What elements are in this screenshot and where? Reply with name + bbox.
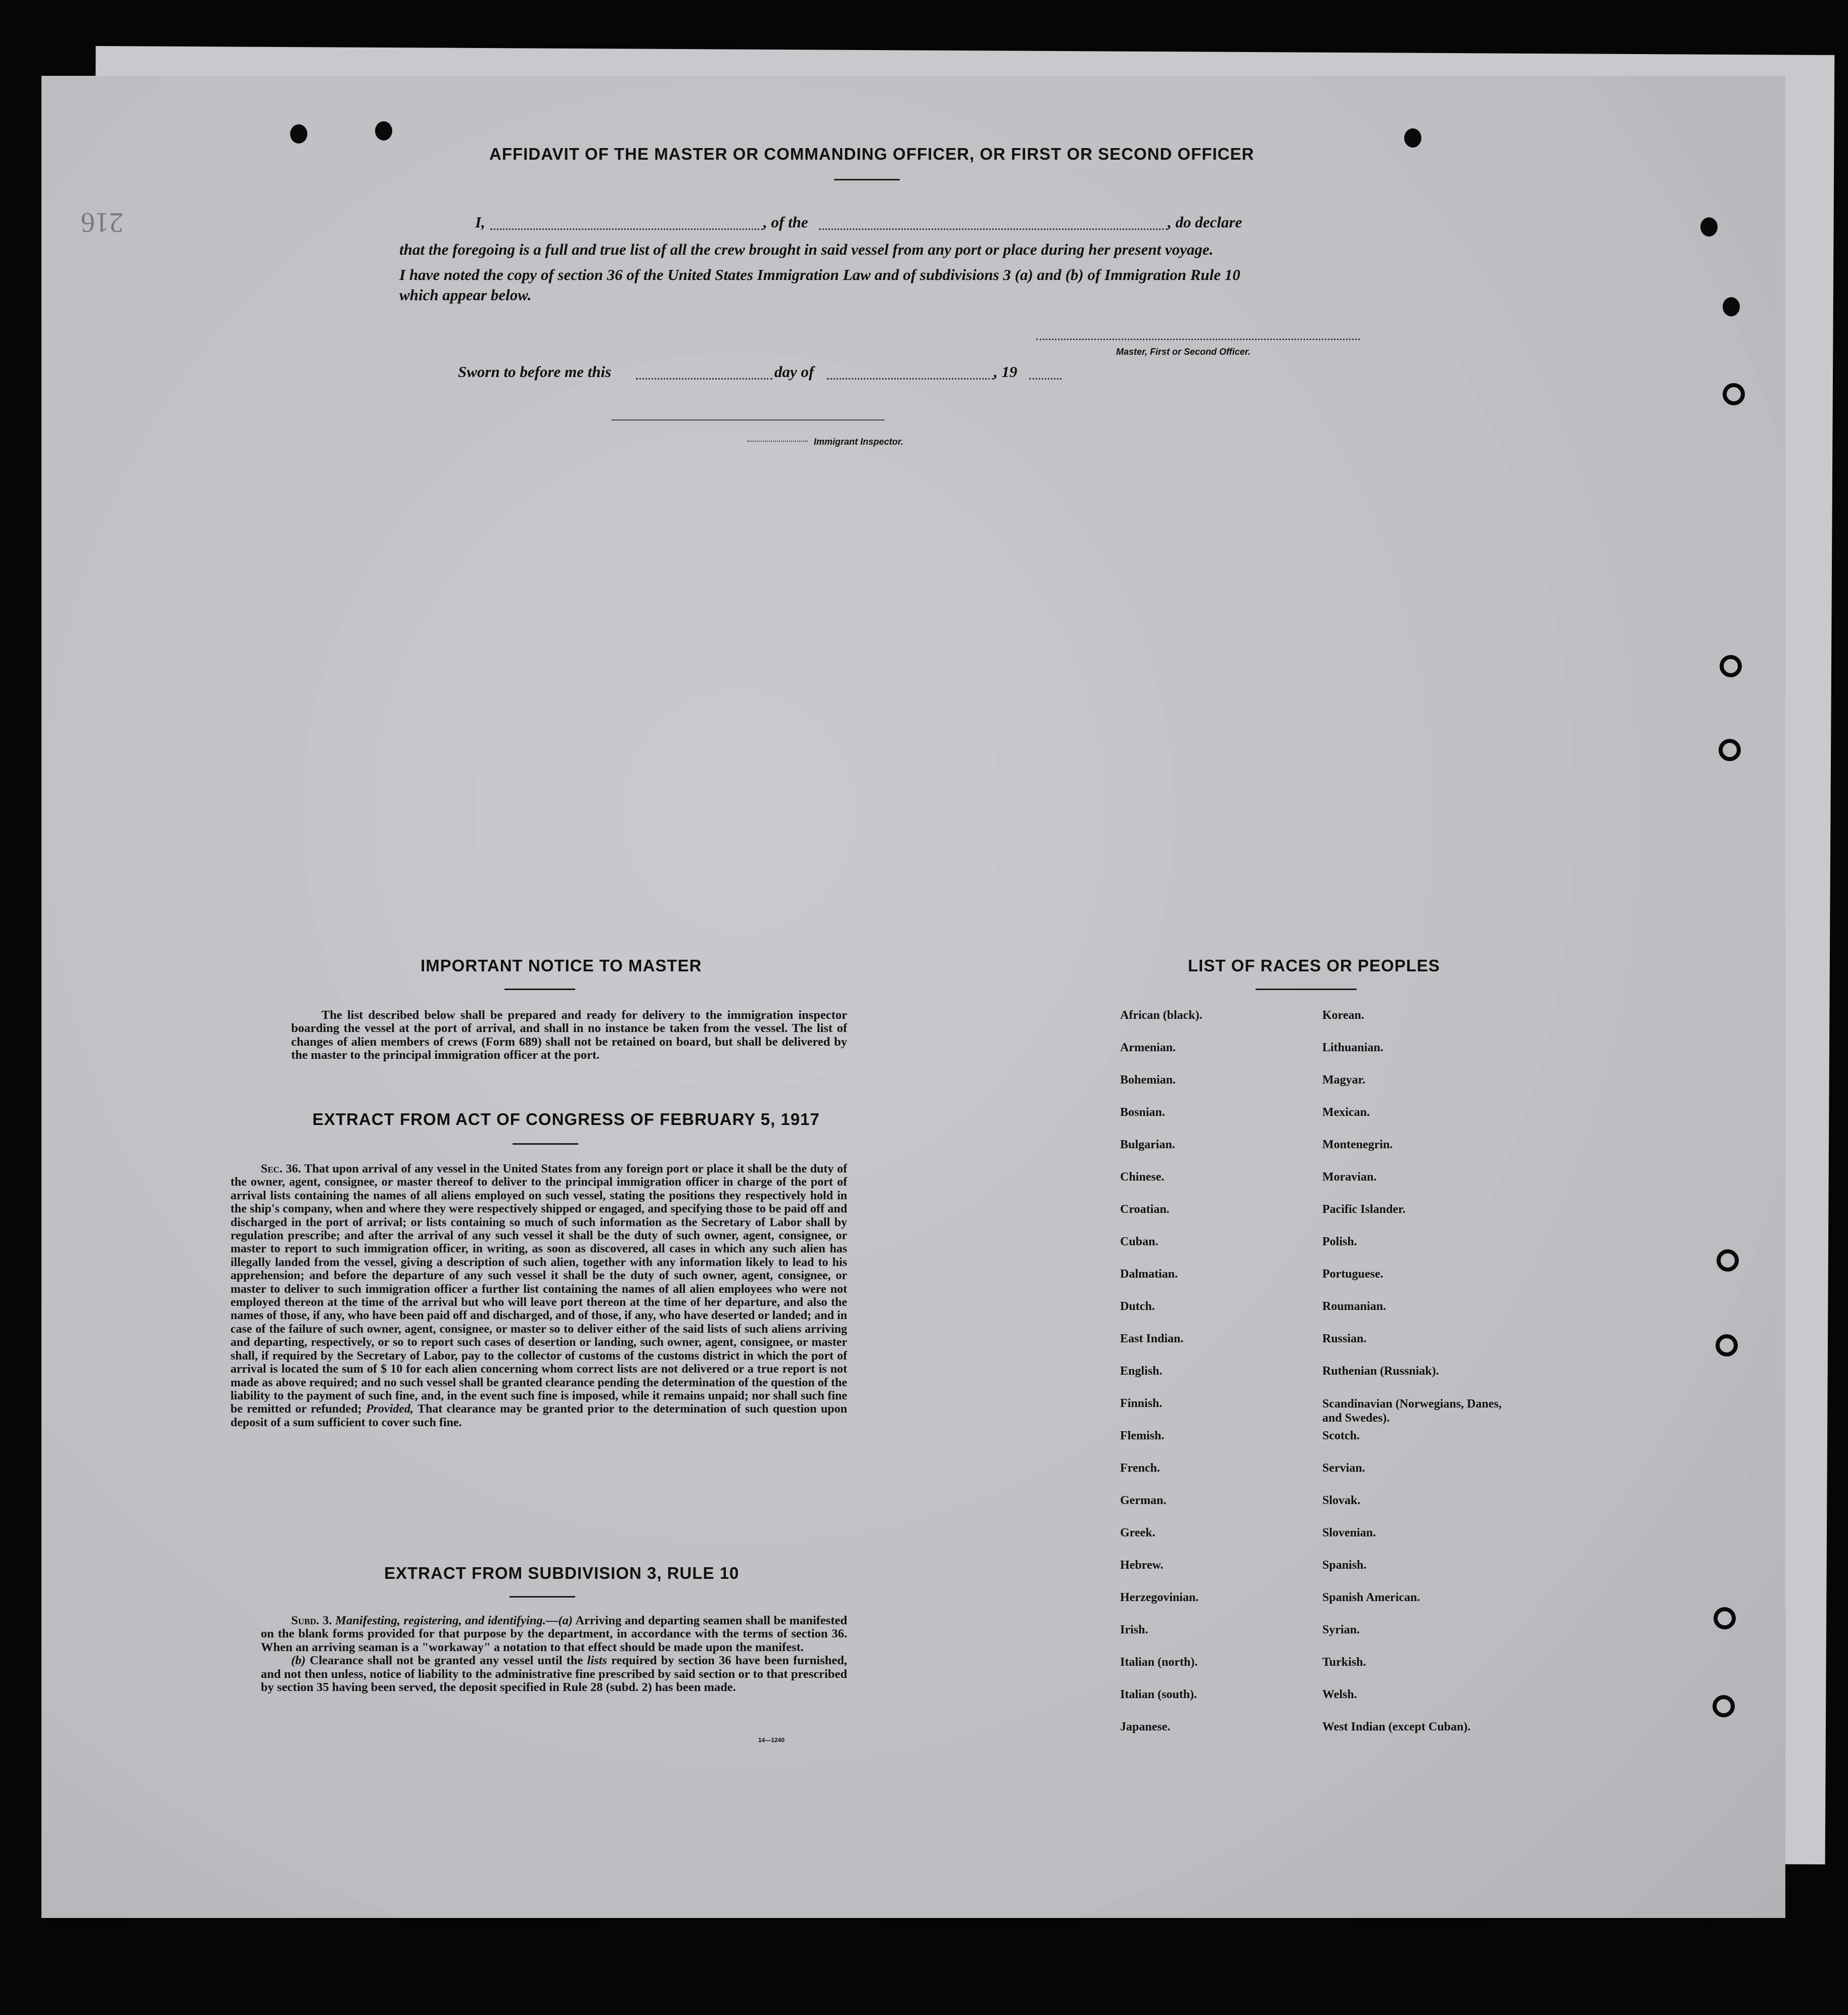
races-title: LIST OF RACES OR PEOPLES	[1188, 956, 1440, 975]
races-column-1	[1120, 1009, 1203, 1753]
punch-hole	[1723, 297, 1740, 316]
page-stamp-number: 216	[81, 207, 123, 238]
race-item: Dutch.	[1120, 1300, 1155, 1313]
punch-hole	[375, 121, 392, 140]
race-item: Magyar.	[1322, 1073, 1366, 1087]
act-title: EXTRACT FROM ACT OF CONGRESS OF FEBRUARY 5, 1917	[312, 1110, 820, 1129]
punch-hole	[1404, 128, 1421, 148]
race-item: Pacific Islander.	[1322, 1203, 1406, 1216]
punch-hole	[1720, 655, 1742, 677]
race-item: Dalmatian.	[1120, 1268, 1178, 1281]
race-item: Scandinavian (Norwegians, Danes, and Swedes).	[1322, 1397, 1502, 1425]
races-column-2	[1322, 1009, 1504, 1753]
race-item: Spanish American.	[1322, 1591, 1420, 1604]
inspector-label: Immigrant Inspector.	[814, 437, 904, 447]
race-item: Mexican.	[1322, 1106, 1370, 1119]
race-item: Turkish.	[1322, 1656, 1366, 1669]
punch-hole	[290, 124, 307, 144]
race-item: Lithuanian.	[1322, 1041, 1383, 1054]
race-item: Montenegrin.	[1322, 1138, 1393, 1151]
race-item: West Indian (except Cuban).	[1322, 1720, 1471, 1733]
act-provided-label: Provided,	[365, 1402, 413, 1416]
affidavit-of-the: , of the	[763, 213, 808, 231]
act-sec-label: Sec. 36.	[261, 1162, 301, 1176]
master-signature-line	[1036, 339, 1360, 340]
race-item: Syrian.	[1322, 1623, 1360, 1636]
race-item: Portuguese.	[1322, 1268, 1383, 1281]
punch-hole	[1716, 1334, 1738, 1356]
divider	[1256, 989, 1357, 990]
race-item: Slovak.	[1322, 1494, 1361, 1507]
race-item: Croatian.	[1120, 1203, 1170, 1216]
race-item: Italian (south).	[1120, 1688, 1197, 1701]
affidavit-line-4: which appear below.	[399, 286, 532, 304]
punch-hole	[1717, 1249, 1739, 1272]
subdivision-title: EXTRACT FROM SUBDIVISION 3, RULE 10	[384, 1564, 740, 1582]
divider	[513, 1143, 578, 1145]
affidavit-line-2: that the foregoing is a full and true list of all the crew brought in said vessel from any port or place during her present voyage.	[399, 241, 1214, 258]
race-item: Korean.	[1322, 1009, 1364, 1022]
inspector-signature-line	[612, 419, 885, 420]
race-item: Hebrew.	[1120, 1559, 1164, 1572]
punch-hole	[1714, 1607, 1736, 1629]
affidavit-line-3: I have noted the copy of section 36 of the United States Immigration Law and of subdivisions 3 (a) and (b) of Immigration Rule 10	[399, 266, 1240, 284]
race-item: Italian (north).	[1120, 1656, 1198, 1669]
race-item: Bohemian.	[1120, 1073, 1176, 1087]
sworn-line	[458, 363, 1065, 381]
divider	[510, 1596, 575, 1598]
race-item: Herzegovinian.	[1120, 1591, 1199, 1604]
divider	[504, 989, 575, 990]
affidavit-declare: , do declare	[1168, 213, 1242, 231]
race-item: Polish.	[1322, 1235, 1357, 1248]
race-item: English.	[1120, 1365, 1163, 1378]
race-item: Japanese.	[1120, 1720, 1171, 1733]
punch-hole	[1723, 383, 1745, 405]
race-item: Flemish.	[1120, 1429, 1165, 1442]
affidavit-title: AFFIDAVIT OF THE MASTER OR COMMANDING OFFICER, OR FIRST OR SECOND OFFICER	[489, 145, 1255, 163]
master-label: Master, First or Second Officer.	[1116, 347, 1251, 357]
race-item: Servian.	[1322, 1462, 1365, 1475]
race-item: Bosnian.	[1120, 1106, 1165, 1119]
race-item: Russian.	[1322, 1332, 1367, 1345]
subdivision-text: Subd. 3. Manifesting, registering, and identifying.—(a) Arriving and departing seamen shall be manifested on the blank forms provided for that purpose by the department, in accordance with the terms of section 36. When an arriving seaman is a "workaway" a notation to that effect should be made upon the manifest. (b) Clearance shall not be granted any vessel until the lists required by section 36 have been furnished, and not then unless, notice of liability to the administrative fine prescribed by said section or to that prescribed by section 35 having been served, the deposit specified in Rule 28 (subd. 2) has been made.	[261, 1614, 848, 1695]
sworn-day: day of	[774, 363, 814, 381]
race-item: French.	[1120, 1462, 1160, 1475]
race-item: Slovenian.	[1322, 1526, 1376, 1539]
sworn-year: , 19	[994, 363, 1018, 381]
race-item: Moravian.	[1322, 1170, 1377, 1184]
race-item: Greek.	[1120, 1526, 1156, 1539]
race-item: Spanish.	[1322, 1559, 1367, 1572]
punch-hole	[1700, 217, 1718, 237]
race-item: Chinese.	[1120, 1170, 1165, 1184]
notice-title: IMPORTANT NOTICE TO MASTER	[421, 956, 702, 975]
divider	[834, 179, 900, 180]
race-item: Cuban.	[1120, 1235, 1159, 1248]
race-item: Armenian.	[1120, 1041, 1176, 1054]
race-item: Finnish.	[1120, 1397, 1163, 1410]
race-item: Ruthenian (Russniak).	[1322, 1365, 1439, 1378]
race-item: Welsh.	[1322, 1688, 1357, 1701]
punch-hole	[1719, 739, 1741, 761]
race-item: Irish.	[1120, 1623, 1148, 1636]
sworn-prefix: Sworn to before me this	[458, 363, 612, 381]
race-item: Bulgarian.	[1120, 1138, 1175, 1151]
race-item: German.	[1120, 1494, 1167, 1507]
race-item: Roumanian.	[1322, 1300, 1387, 1313]
affidavit-i: I,	[475, 213, 485, 231]
notice-text: The list described below shall be prepared and ready for delivery to the immigration inspector boarding the vessel at the port of arrival, and shall in no instance be taken from the vessel. The list of changes of alien members of crews (Form 689) shall not be retained on board, but shall be delivered by the master to the principal immigration officer at the port.	[291, 1008, 847, 1062]
race-item: East Indian.	[1120, 1332, 1184, 1345]
race-item: Scotch.	[1322, 1429, 1360, 1442]
act-text: Sec. 36. That upon arrival of any vessel in the United States from any foreign port or place it shall be the duty of the owner, agent, consignee, or master thereof to deliver to the principal immigration officer in charge of the port of arrival lists containing the names of all aliens employed on such vessel, stating the positions they respectively hold in the ship's company, when and where they were respectively shipped or engaged, and specifying those to be paid off and discharged in the port of arrival; or lists containing so much of such information as the Secretary of Labor shall by regulation prescribe; and after the arrival of any such vessel it shall be the duty of such owner, agent, consignee, or master to report to such immigration officer, in writing, as soon as discovered, all cases in which any such alien has illegally landed from the vessel, giving a description of such alien, together with any information likely to lead to his apprehension; and before the departure of any such vessel it shall be the duty of such owner, agent, consignee, or master to deliver to such immigration officer a further list containing the names of all alien employees who were not employed thereon at the time of the arrival but who will leave port thereon at the time of her departure, and also the names of those, if any, who have been paid off and discharged, and of those, if any, who have deserted or landed; and in case of the failure of such owner, agent, consignee, or master so to deliver either of the said lists of such aliens arriving and departing, respectively, or so to report such cases of desertion or landing, such owner, agent, consignee, or master shall, if required by the Secretary of Labor, pay to the collector of customs of the customs district in which the port of arrival is located the sum of $ 10 for each alien concerning whom correct lists are not delivered or a true report is not made as above required; and no such vessel shall be granted clearance pending the determination of the question of the liability to the payment of such fine, and, in the event such fine is imposed, while it remains unpaid; nor shall such fine be remitted or refunded; Provided, That clearance may be granted prior to the determination of such question upon deposit of a sum sufficient to cover such fine.	[230, 1162, 847, 1429]
punch-hole	[1713, 1695, 1735, 1717]
form-number: 14—1240	[758, 1737, 785, 1744]
race-item: African (black).	[1120, 1009, 1203, 1022]
